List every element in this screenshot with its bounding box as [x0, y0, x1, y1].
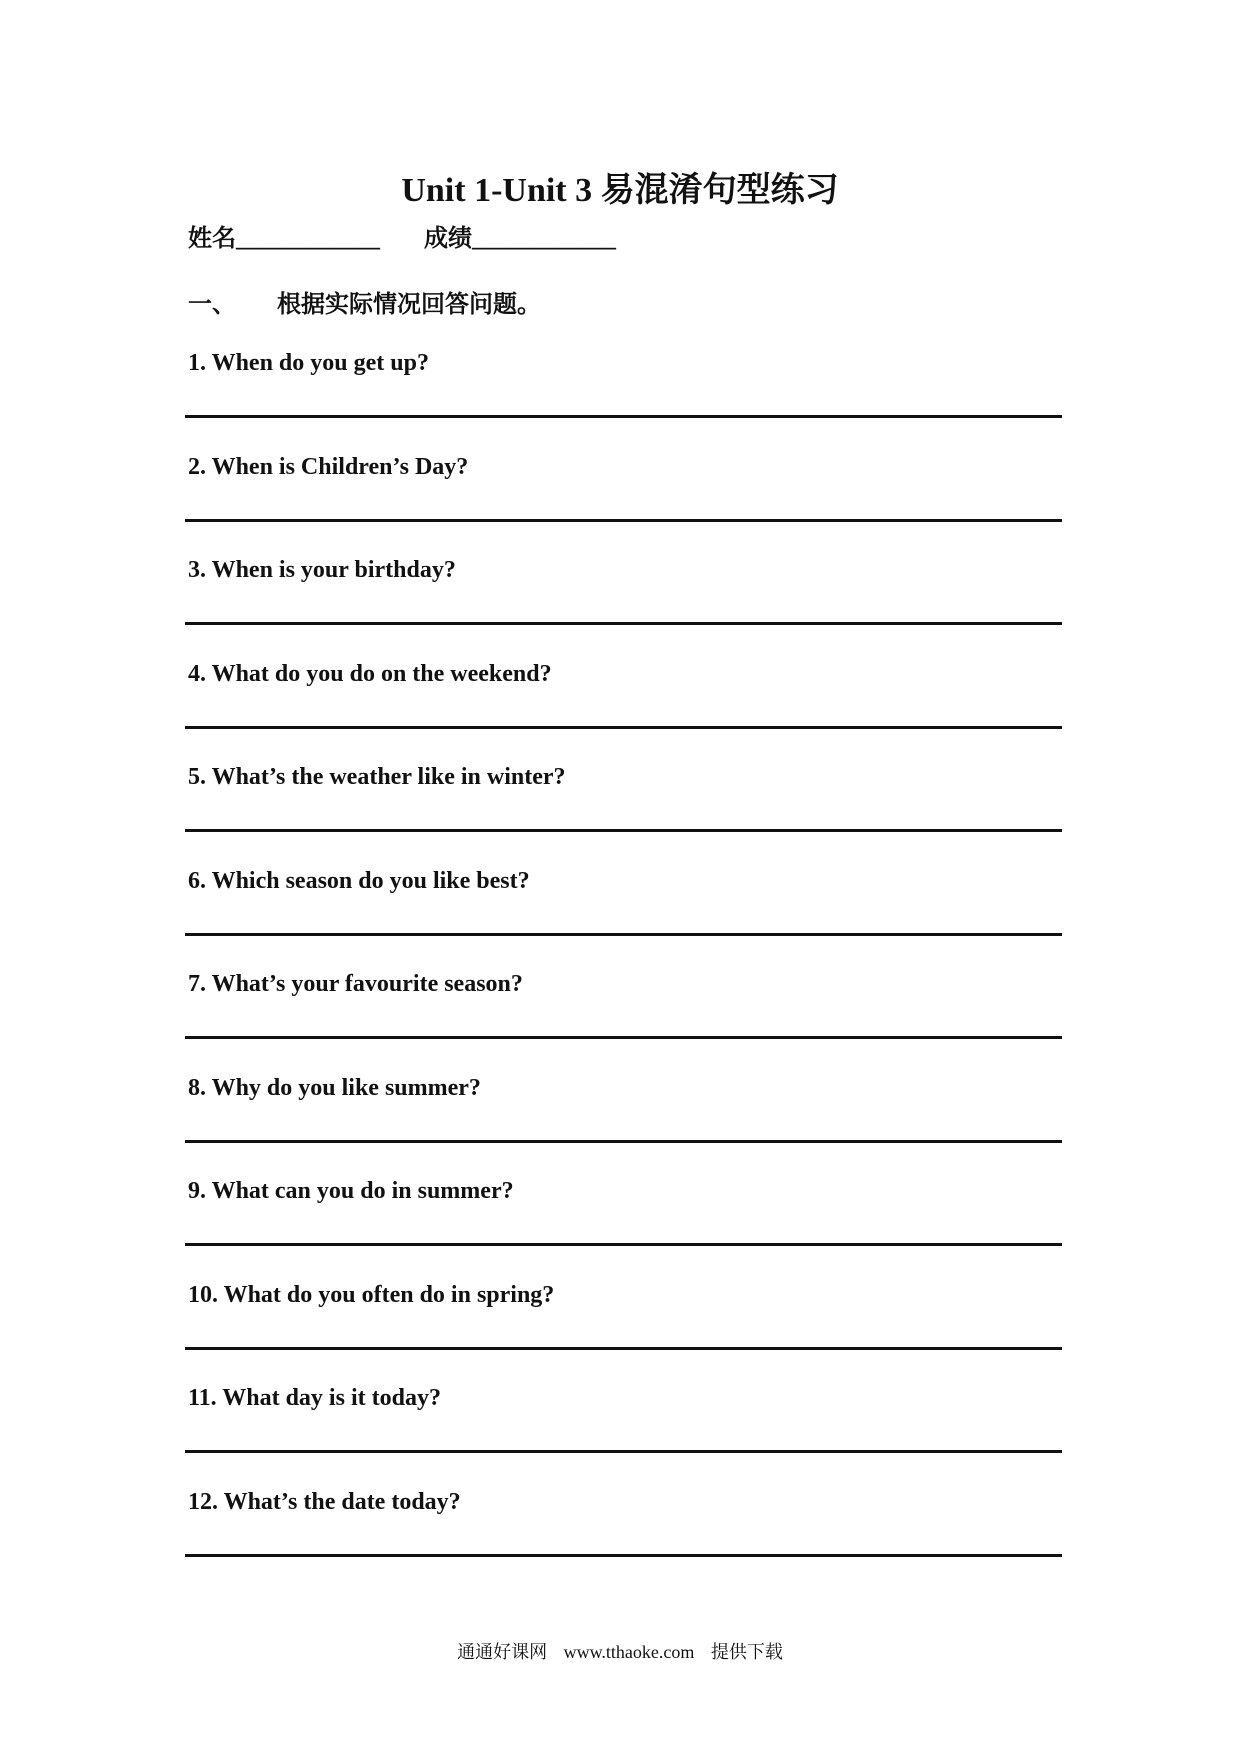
answer-line[interactable] [185, 1243, 1062, 1246]
section-instruction: 根据实际情况回答问题。 [277, 292, 541, 318]
answer-line[interactable] [185, 519, 1062, 522]
answer-line[interactable] [185, 726, 1062, 729]
footer-note: 提供下载 [710, 1642, 783, 1662]
question-item [188, 553, 1063, 657]
question-text: 11. What day is it today? [188, 1385, 441, 1411]
section-number: 一、 [188, 292, 236, 318]
student-info-row [188, 218, 616, 253]
score-field[interactable]: 成绩____________ [424, 226, 616, 252]
page-footer [0, 1638, 1240, 1664]
question-item [188, 657, 1063, 761]
section-heading [188, 284, 541, 319]
question-text: 5. What’s the weather like in winter? [188, 764, 566, 790]
answer-line[interactable] [185, 1554, 1062, 1557]
name-field[interactable]: 姓名____________ [188, 226, 380, 252]
question-text: 7. What’s your favourite season? [188, 971, 523, 997]
question-text: 1. When do you get up? [188, 350, 429, 376]
question-text: 4. What do you do on the weekend? [188, 660, 552, 687]
answer-line[interactable] [185, 1140, 1062, 1143]
question-item [188, 967, 1063, 1071]
question-text: 3. When is your birthday? [188, 557, 456, 583]
question-text: 10. What do you often do in spring? [188, 1281, 555, 1308]
question-text: 2. When is Children’s Day? [188, 453, 469, 480]
question-text: 8. Why do you like summer? [188, 1074, 481, 1101]
answer-line[interactable] [185, 829, 1062, 832]
answer-line[interactable] [185, 415, 1062, 418]
question-item [188, 450, 1063, 554]
question-item [188, 1381, 1063, 1485]
answer-line[interactable] [185, 1450, 1062, 1453]
question-list [188, 346, 1063, 1588]
footer-site-name: 通通好课网 [457, 1642, 548, 1662]
answer-line[interactable] [185, 933, 1062, 936]
question-item [188, 1174, 1063, 1278]
answer-line[interactable] [185, 1036, 1062, 1039]
worksheet-title: Unit 1-Unit 3 易混淆句型练习 [401, 172, 839, 209]
question-item [188, 1071, 1063, 1175]
footer-url[interactable]: www.tthaoke.com [563, 1642, 695, 1662]
question-text: 6. Which season do you like best? [188, 867, 530, 894]
question-text: 9. What can you do in summer? [188, 1178, 514, 1204]
question-item [188, 346, 1063, 450]
question-item [188, 760, 1063, 864]
question-item [188, 1485, 1063, 1589]
question-item [188, 1278, 1063, 1382]
answer-line[interactable] [185, 622, 1062, 625]
question-text: 12. What’s the date today? [188, 1488, 461, 1515]
question-item [188, 864, 1063, 968]
answer-line[interactable] [185, 1347, 1062, 1350]
